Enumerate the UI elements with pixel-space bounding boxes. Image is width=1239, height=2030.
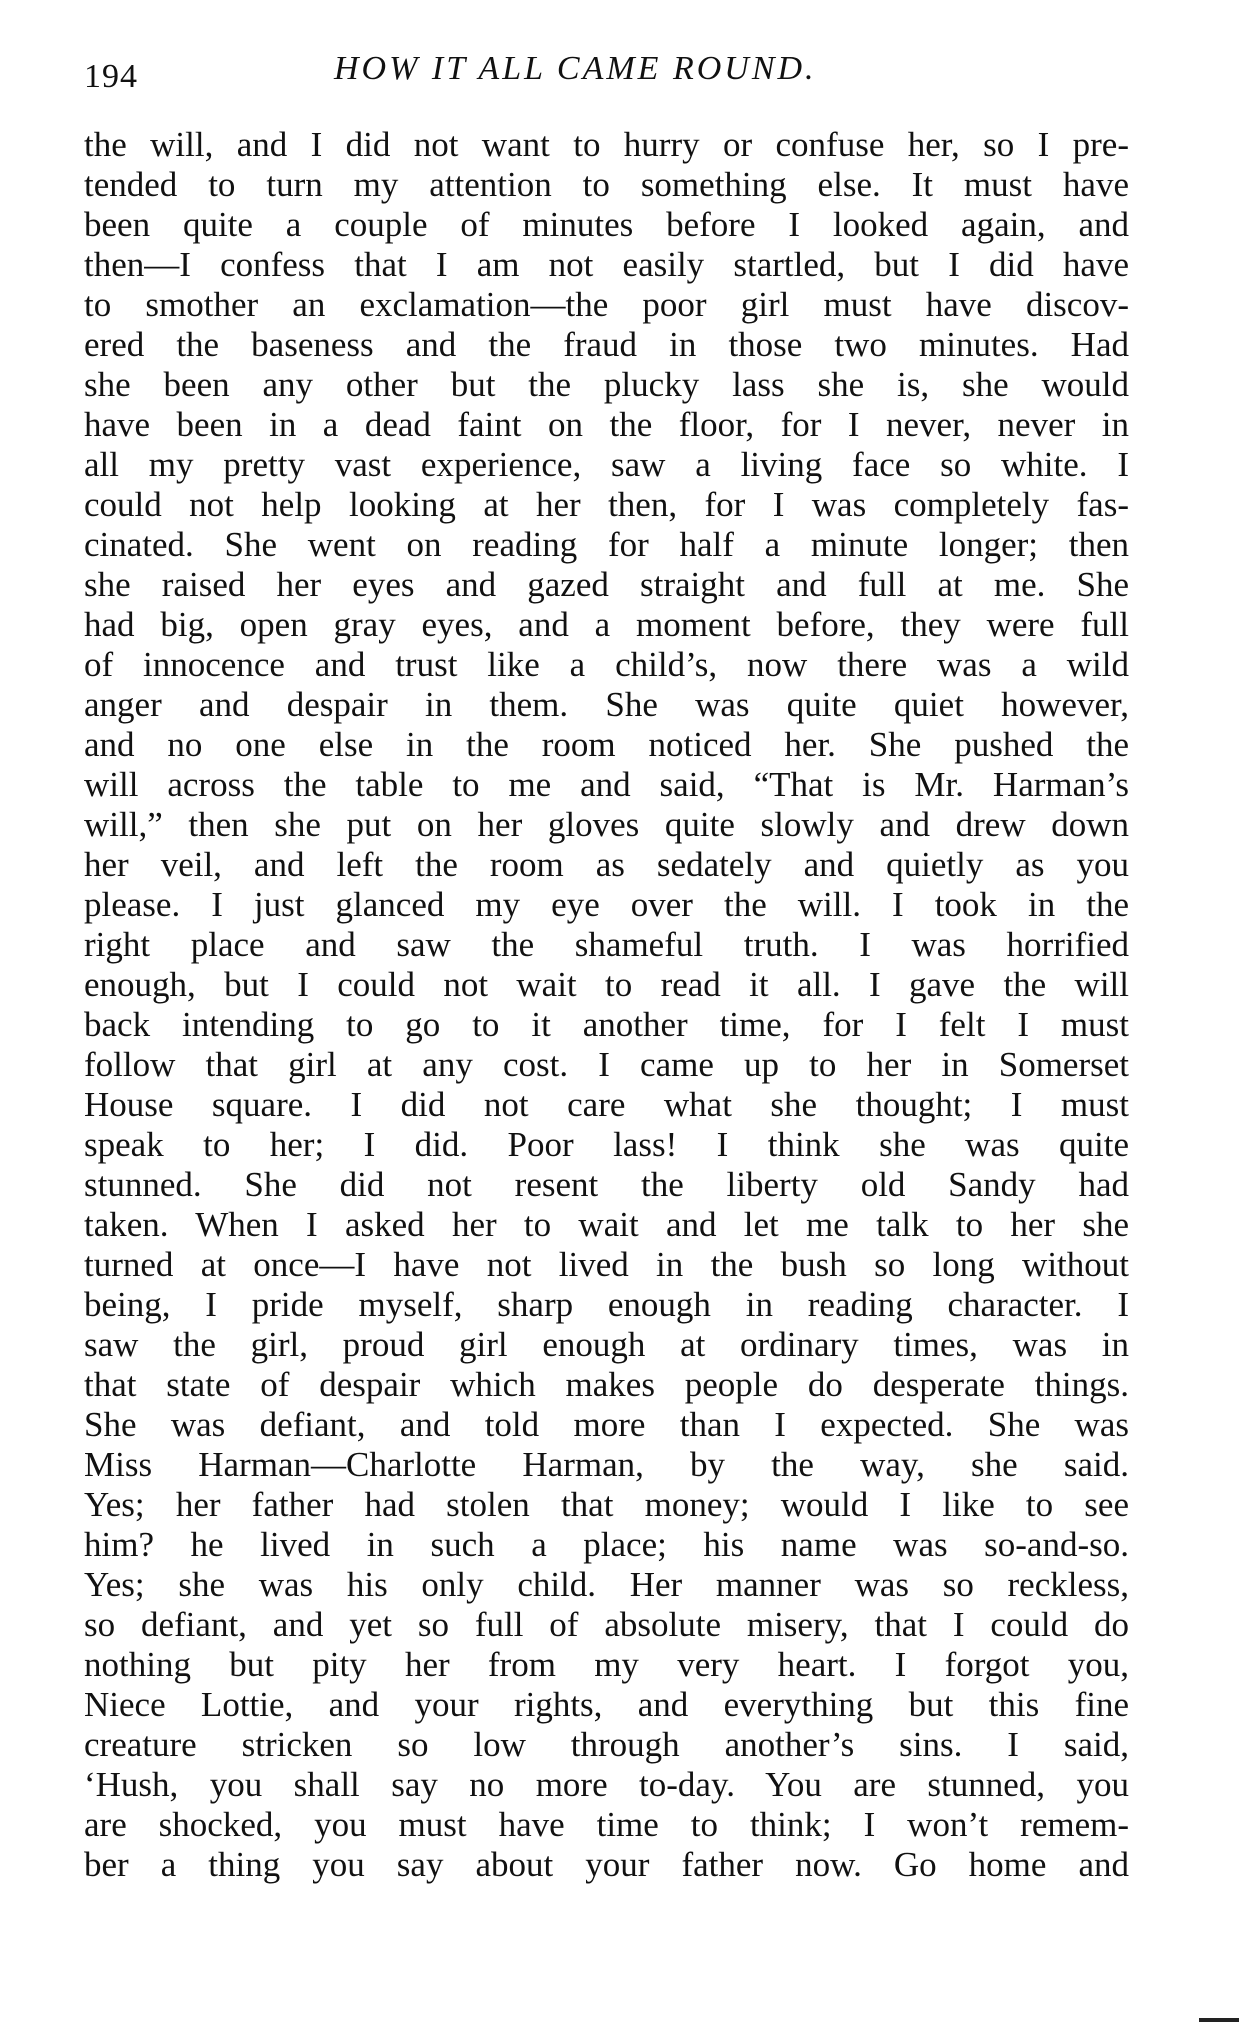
text-line: nothing but pity her from my very heart. I forgot you, <box>84 1645 1129 1684</box>
text-line: she been any other but the plucky lass she is, she would <box>84 365 1129 404</box>
text-line: enough, but I could not wait to read it all. I gave the will <box>84 965 1129 1004</box>
text-line: that state of despair which makes people do desperate things. <box>84 1365 1129 1404</box>
text-line: cinated. She went on reading for half a minute longer; then <box>84 525 1129 564</box>
text-line: then—I confess that I am not easily startled, but I did have <box>84 245 1129 284</box>
text-line: anger and despair in them. She was quite quiet however, <box>84 685 1129 724</box>
text-line: are shocked, you must have time to think; I won’t remem- <box>84 1805 1129 1844</box>
text-line: her veil, and left the room as sedately and quietly as you <box>84 845 1129 884</box>
text-line: right place and saw the shameful truth. I was horrified <box>84 925 1129 964</box>
text-line: him? he lived in such a place; his name was so-and-so. <box>84 1525 1129 1564</box>
text-line: Niece Lottie, and your rights, and everything but this fine <box>84 1685 1129 1724</box>
running-header <box>84 50 1129 110</box>
text-line: of innocence and trust like a child’s, now there was a wild <box>84 645 1129 684</box>
text-line: She was defiant, and told more than I expected. She was <box>84 1405 1129 1444</box>
text-line: saw the girl, proud girl enough at ordinary times, was in <box>84 1325 1129 1364</box>
text-line: back intending to go to it another time, for I felt I must <box>84 1005 1129 1044</box>
running-title: HOW IT ALL CAME ROUND. <box>334 50 817 87</box>
text-line: follow that girl at any cost. I came up to her in Somerset <box>84 1045 1129 1084</box>
text-line: will,” then she put on her gloves quite slowly and drew down <box>84 805 1129 844</box>
text-line: will across the table to me and said, “That is Mr. Harman’s <box>84 765 1129 804</box>
text-line: have been in a dead faint on the floor, for I never, never in <box>84 405 1129 444</box>
text-line: ber a thing you say about your father now. Go home and <box>84 1845 1129 1884</box>
text-line: and no one else in the room noticed her. She pushed the <box>84 725 1129 764</box>
text-line: turned at once—I have not lived in the bush so long without <box>84 1245 1129 1284</box>
text-line: Yes; her father had stolen that money; would I like to see <box>84 1485 1129 1524</box>
text-line: stunned. She did not resent the liberty old Sandy had <box>84 1165 1129 1204</box>
text-line: creature stricken so low through another’s sins. I said, <box>84 1725 1129 1764</box>
text-line: ‘Hush, you shall say no more to-day. You are stunned, you <box>84 1765 1129 1804</box>
page-edge-mark <box>1199 2018 1239 2022</box>
text-line: ered the baseness and the fraud in those two minutes. Had <box>84 325 1129 364</box>
text-line: all my pretty vast experience, saw a living face so white. I <box>84 445 1129 484</box>
text-line: had big, open gray eyes, and a moment before, they were full <box>84 605 1129 644</box>
text-line: tended to turn my attention to something else. It must have <box>84 165 1129 204</box>
text-line: so defiant, and yet so full of absolute misery, that I could do <box>84 1605 1129 1644</box>
text-line: taken. When I asked her to wait and let me talk to her she <box>84 1205 1129 1244</box>
text-line: House square. I did not care what she thought; I must <box>84 1085 1129 1124</box>
text-line: could not help looking at her then, for I was completely fas- <box>84 485 1129 524</box>
text-line: to smother an exclamation—the poor girl must have discov- <box>84 285 1129 324</box>
text-line: speak to her; I did. Poor lass! I think she was quite <box>84 1125 1129 1164</box>
text-line: Miss Harman—Charlotte Harman, by the way, she said. <box>84 1445 1129 1484</box>
text-line: she raised her eyes and gazed straight and full at me. She <box>84 565 1129 604</box>
text-line: been quite a couple of minutes before I looked again, and <box>84 205 1129 244</box>
text-line: please. I just glanced my eye over the will. I took in the <box>84 885 1129 924</box>
text-line: the will, and I did not want to hurry or confuse her, so I pre- <box>84 125 1129 164</box>
text-line: Yes; she was his only child. Her manner was so reckless, <box>84 1565 1129 1604</box>
page-number: 194 <box>84 58 138 95</box>
body-text <box>84 125 1129 1885</box>
text-line: being, I pride myself, sharp enough in reading character. I <box>84 1285 1129 1324</box>
